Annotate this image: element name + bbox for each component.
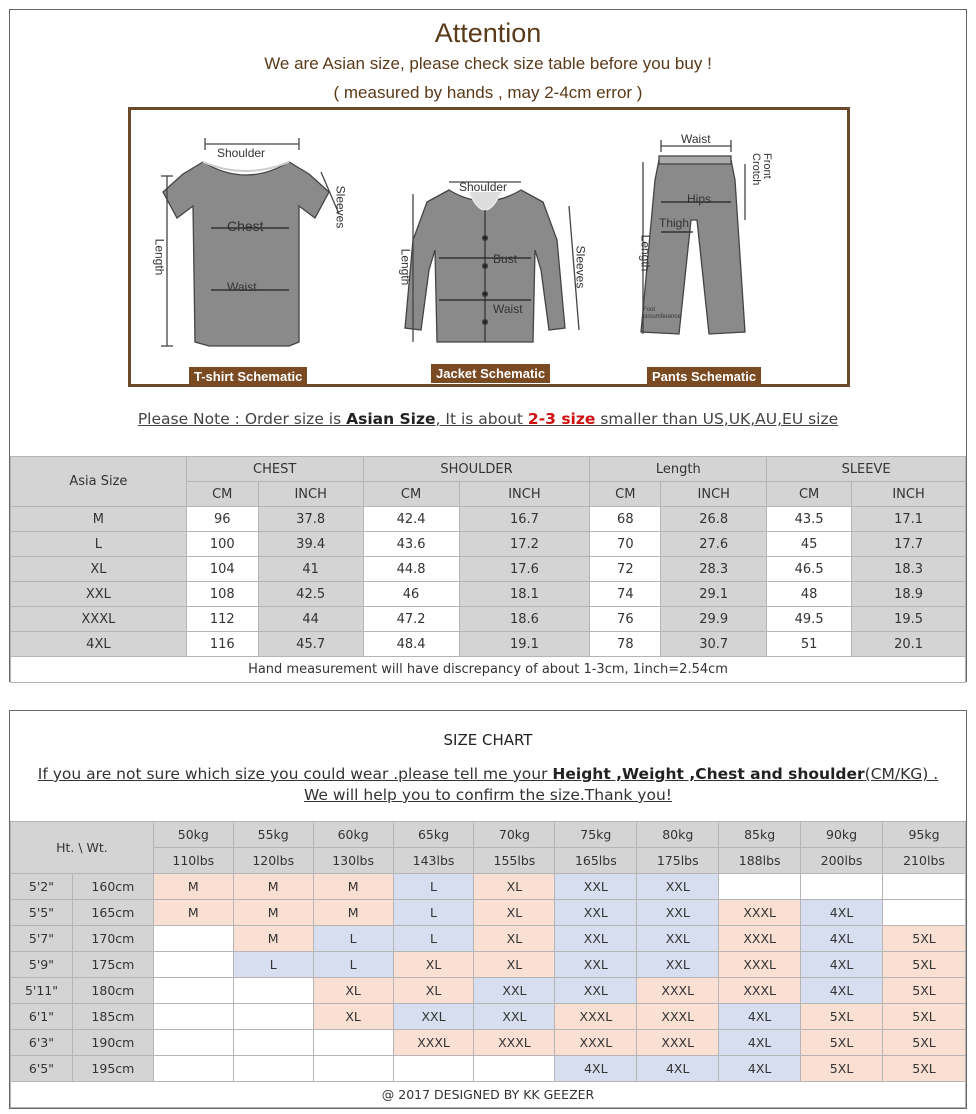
size-recommendation-cell: 5XL xyxy=(883,1030,966,1056)
table-cell: 70 xyxy=(590,532,661,557)
size-recommendation-cell: XXXL xyxy=(555,1030,637,1056)
size-recommendation-cell: 5XL xyxy=(801,1056,883,1082)
size-cell: XXXL xyxy=(11,607,187,632)
size-recommendation-cell: L xyxy=(393,926,474,952)
pants-thigh-label: Thigh xyxy=(659,216,690,230)
size-recommendation-cell xyxy=(153,1056,233,1082)
size-recommendation-cell: M xyxy=(153,874,233,900)
size-recommendation-cell: M xyxy=(313,874,393,900)
size-guide-panel xyxy=(9,9,967,682)
weight-kg-header: 90kg xyxy=(801,822,883,848)
sleeve-header: SLEEVE xyxy=(767,457,966,482)
table-cell: 16.7 xyxy=(459,507,590,532)
unit-header: INCH xyxy=(852,482,966,507)
weight-kg-header: 60kg xyxy=(313,822,393,848)
table-cell: 30.7 xyxy=(661,632,767,657)
weight-kg-header: 50kg xyxy=(153,822,233,848)
table-cell: 78 xyxy=(590,632,661,657)
size-recommendation-cell: M xyxy=(313,900,393,926)
jacket-waist-label: Waist xyxy=(493,302,523,316)
order-note-text-2: , It is about xyxy=(435,410,528,428)
jacket-length-label: Length xyxy=(398,248,413,286)
weight-lbs-header: 188lbs xyxy=(719,848,801,874)
size-recommendation-cell: XXXL xyxy=(474,1030,555,1056)
size-recommendation-cell: L xyxy=(313,926,393,952)
table-cell: 17.2 xyxy=(459,532,590,557)
order-note-text-3: smaller than US,UK,AU,EU size xyxy=(595,410,839,428)
size-recommendation-cell: M xyxy=(233,900,313,926)
table-cell: 46 xyxy=(363,582,459,607)
size-cell: XL xyxy=(11,557,187,582)
table-cell: 51 xyxy=(767,632,852,657)
unit-header: CM xyxy=(186,482,258,507)
table-cell: 49.5 xyxy=(767,607,852,632)
table-cell: 28.3 xyxy=(661,557,767,582)
size-recommendation-cell: M xyxy=(233,874,313,900)
table-cell: 26.8 xyxy=(661,507,767,532)
size-recommendation-cell: M xyxy=(233,926,313,952)
size-recommendation-cell xyxy=(801,874,883,900)
chest-header: CHEST xyxy=(186,457,363,482)
tshirt-length-label: Length xyxy=(152,238,167,276)
weight-lbs-header: 200lbs xyxy=(801,848,883,874)
size-recommendation-cell: 5XL xyxy=(883,1004,966,1030)
table-cell: 96 xyxy=(186,507,258,532)
size-recommendation-cell xyxy=(233,978,313,1004)
size-cell: 4XL xyxy=(11,632,187,657)
jacket-shoulder-label: Shoulder xyxy=(459,180,508,194)
jacket-drawing xyxy=(405,182,579,342)
weight-kg-header: 95kg xyxy=(883,822,966,848)
size-cell: M xyxy=(11,507,187,532)
size-recommendation-cell: XXXL xyxy=(719,952,801,978)
size-recommendation-cell: L xyxy=(313,952,393,978)
table-cell: 18.6 xyxy=(459,607,590,632)
size-recommendation-cell: 4XL xyxy=(801,926,883,952)
pants-drawing xyxy=(641,140,745,334)
table-cell: 20.1 xyxy=(852,632,966,657)
tshirt-chest-label: Chest xyxy=(227,218,264,234)
size-recommendation-cell: 4XL xyxy=(801,952,883,978)
asia-size-header: Asia Size xyxy=(11,457,187,507)
measurement-footnote: Hand measurement will have discrepancy of about 1-3cm, 1inch=2.54cm xyxy=(11,657,966,683)
size-recommendation-cell: XXL xyxy=(393,1004,474,1030)
table-cell: 27.6 xyxy=(661,532,767,557)
table-footer-row xyxy=(11,657,966,683)
size-recommendation-cell: XXXL xyxy=(637,1030,719,1056)
size-recommendation-cell: 5XL xyxy=(883,1056,966,1082)
size-recommendation-cell: L xyxy=(233,952,313,978)
size-recommendation-cell: 4XL xyxy=(719,1030,801,1056)
instruction-units: (CM/KG) . xyxy=(864,765,939,783)
size-recommendation-cell: XL xyxy=(393,952,474,978)
size-recommendation-cell: XXL xyxy=(555,978,637,1004)
size-recommendation-cell xyxy=(153,978,233,1004)
table-cell: 29.9 xyxy=(661,607,767,632)
attention-subtitle: We are Asian size, please check size table before you buy ! xyxy=(264,54,712,73)
unit-header: CM xyxy=(767,482,852,507)
height-ft-cell: 6'3" xyxy=(11,1030,73,1056)
table-cell: 46.5 xyxy=(767,557,852,582)
size-recommendation-cell: XXL xyxy=(555,874,637,900)
size-recommendation-cell: XXL xyxy=(637,900,719,926)
table-row xyxy=(11,900,966,926)
weight-kg-row xyxy=(11,822,966,848)
table-cell: 44 xyxy=(258,607,363,632)
size-recommendation-cell xyxy=(313,1030,393,1056)
size-recommendation-cell: L xyxy=(393,874,474,900)
table-cell: 104 xyxy=(186,557,258,582)
table-cell: 108 xyxy=(186,582,258,607)
height-weight-table xyxy=(10,821,966,1108)
table-row xyxy=(11,926,966,952)
pants-foot-label: Foot circumference xyxy=(643,307,681,320)
table-cell: 41 xyxy=(258,557,363,582)
size-recommendation-cell: XXXL xyxy=(393,1030,474,1056)
size-chart-panel xyxy=(9,710,967,1109)
size-recommendation-cell: 4XL xyxy=(637,1056,719,1082)
table-cell: 37.8 xyxy=(258,507,363,532)
weight-kg-header: 85kg xyxy=(719,822,801,848)
tshirt-schematic-label: T-shirt Schematic xyxy=(189,367,307,386)
order-size-note xyxy=(10,410,966,428)
table-cell: 17.7 xyxy=(852,532,966,557)
tshirt-drawing xyxy=(161,138,339,346)
table-cell: 76 xyxy=(590,607,661,632)
size-recommendation-cell xyxy=(313,1056,393,1082)
shoulder-header: SHOULDER xyxy=(363,457,590,482)
height-ft-cell: 6'1" xyxy=(11,1004,73,1030)
table-row xyxy=(11,874,966,900)
size-recommendation-cell: XXL xyxy=(474,1004,555,1030)
table-row xyxy=(11,607,966,632)
size-recommendation-cell: L xyxy=(393,900,474,926)
table-cell: 43.6 xyxy=(363,532,459,557)
size-recommendation-cell xyxy=(233,1004,313,1030)
size-recommendation-cell xyxy=(883,874,966,900)
size-cell: XXL xyxy=(11,582,187,607)
unit-header: INCH xyxy=(661,482,767,507)
table-cell: 112 xyxy=(186,607,258,632)
size-recommendation-cell: XL xyxy=(474,952,555,978)
size-recommendation-cell xyxy=(474,1056,555,1082)
table-row xyxy=(11,952,966,978)
table-cell: 17.6 xyxy=(459,557,590,582)
table-cell: 45 xyxy=(767,532,852,557)
size-recommendation-cell: XL xyxy=(313,1004,393,1030)
size-recommendation-cell: 5XL xyxy=(883,978,966,1004)
table-row xyxy=(11,532,966,557)
size-cell: L xyxy=(11,532,187,557)
schematic-illustrations xyxy=(128,107,850,387)
measurement-table xyxy=(10,456,966,683)
pants-schematic-label: Pants Schematic xyxy=(647,367,761,386)
height-cm-cell: 185cm xyxy=(72,1004,153,1030)
size-recommendation-cell: XXXL xyxy=(637,1004,719,1030)
table-header-row xyxy=(11,457,966,482)
table-cell: 19.5 xyxy=(852,607,966,632)
size-chart-rows xyxy=(11,874,966,1082)
table-cell: 39.4 xyxy=(258,532,363,557)
designer-credit: @ 2017 DESIGNED BY KK GEEZER xyxy=(11,1082,966,1108)
weight-kg-header: 75kg xyxy=(555,822,637,848)
size-chart-footer-row xyxy=(11,1082,966,1108)
size-recommendation-cell: XXXL xyxy=(719,978,801,1004)
size-recommendation-cell: 5XL xyxy=(801,1004,883,1030)
weight-kg-header: 80kg xyxy=(637,822,719,848)
instruction-emphasis: Height ,Weight ,Chest and shoulder xyxy=(552,765,865,783)
size-recommendation-cell: XXXL xyxy=(719,900,801,926)
tshirt-waist-label: Waist xyxy=(227,280,257,294)
table-cell: 18.9 xyxy=(852,582,966,607)
size-recommendation-cell: 4XL xyxy=(801,978,883,1004)
size-recommendation-cell: XL xyxy=(313,978,393,1004)
size-chart-instruction xyxy=(10,765,966,783)
height-ft-cell: 5'2" xyxy=(11,874,73,900)
size-recommendation-cell: M xyxy=(153,900,233,926)
table-cell: 18.3 xyxy=(852,557,966,582)
size-recommendation-cell xyxy=(153,1004,233,1030)
table-row xyxy=(11,582,966,607)
table-cell: 48 xyxy=(767,582,852,607)
size-recommendation-cell: XXL xyxy=(555,926,637,952)
size-recommendation-cell: XXXL xyxy=(555,1004,637,1030)
size-chart-title: SIZE CHART xyxy=(443,731,533,749)
table-cell: 17.1 xyxy=(852,507,966,532)
tshirt-sleeves-label: Sleeves xyxy=(333,185,348,229)
order-note-asian-size: Asian Size xyxy=(346,410,436,428)
size-recommendation-cell: XL xyxy=(474,926,555,952)
size-recommendation-cell: XXL xyxy=(637,874,719,900)
height-cm-cell: 190cm xyxy=(72,1030,153,1056)
jacket-schematic-label: Jacket Schematic xyxy=(431,364,550,383)
unit-header: INCH xyxy=(258,482,363,507)
table-cell: 68 xyxy=(590,507,661,532)
table-cell: 19.1 xyxy=(459,632,590,657)
table-cell: 18.1 xyxy=(459,582,590,607)
size-recommendation-cell: XL xyxy=(474,900,555,926)
unit-header: CM xyxy=(363,482,459,507)
size-chart-help-text: We will help you to confirm the size.Thank you! xyxy=(303,786,672,804)
height-ft-cell: 5'5" xyxy=(11,900,73,926)
order-note-size-diff: 2-3 size xyxy=(527,410,596,428)
size-recommendation-cell xyxy=(233,1056,313,1082)
size-recommendation-cell: XXL xyxy=(474,978,555,1004)
weight-lbs-header: 110lbs xyxy=(153,848,233,874)
table-cell: 42.4 xyxy=(363,507,459,532)
table-cell: 72 xyxy=(590,557,661,582)
weight-lbs-header: 175lbs xyxy=(637,848,719,874)
table-cell: 100 xyxy=(186,532,258,557)
table-cell: 44.8 xyxy=(363,557,459,582)
weight-kg-header: 70kg xyxy=(474,822,555,848)
size-recommendation-cell: XL xyxy=(474,874,555,900)
length-header: Length xyxy=(590,457,767,482)
size-recommendation-cell: 4XL xyxy=(719,1056,801,1082)
size-recommendation-cell: XXL xyxy=(555,900,637,926)
weight-lbs-header: 143lbs xyxy=(393,848,474,874)
size-recommendation-cell: 5XL xyxy=(801,1030,883,1056)
table-row xyxy=(11,1056,966,1082)
size-recommendation-cell: XXL xyxy=(555,952,637,978)
table-row xyxy=(11,632,966,657)
height-ft-cell: 5'7" xyxy=(11,926,73,952)
table-row xyxy=(11,978,966,1004)
height-cm-cell: 175cm xyxy=(72,952,153,978)
order-note-text-1: Please Note : Order size is xyxy=(137,410,347,428)
size-recommendation-cell: XXXL xyxy=(719,926,801,952)
size-recommendation-cell: XXL xyxy=(637,926,719,952)
pants-waist-label: Waist xyxy=(681,132,711,146)
tshirt-shoulder-label: Shoulder xyxy=(217,146,266,160)
table-cell: 74 xyxy=(590,582,661,607)
pants-hips-label: Hips xyxy=(687,192,712,206)
size-recommendation-cell xyxy=(719,874,801,900)
unit-header: CM xyxy=(590,482,661,507)
table-row xyxy=(11,1030,966,1056)
jacket-bust-label: Bust xyxy=(493,252,518,266)
size-recommendation-cell: 5XL xyxy=(883,952,966,978)
measure-error-note: ( measured by hands , may 2-4cm error ) xyxy=(333,83,643,102)
weight-lbs-header: 210lbs xyxy=(883,848,966,874)
height-ft-cell: 5'9" xyxy=(11,952,73,978)
height-cm-cell: 165cm xyxy=(72,900,153,926)
attention-title: Attention xyxy=(434,18,542,48)
jacket-sleeves-label: Sleeves xyxy=(573,245,588,289)
height-cm-cell: 195cm xyxy=(72,1056,153,1082)
height-ft-cell: 6'5" xyxy=(11,1056,73,1082)
size-recommendation-cell xyxy=(153,952,233,978)
size-recommendation-cell: XXXL xyxy=(637,978,719,1004)
weight-kg-header: 55kg xyxy=(233,822,313,848)
height-cm-cell: 180cm xyxy=(72,978,153,1004)
size-recommendation-cell xyxy=(233,1030,313,1056)
size-recommendation-cell: 4XL xyxy=(801,900,883,926)
weight-lbs-header: 155lbs xyxy=(474,848,555,874)
size-recommendation-cell: XL xyxy=(393,978,474,1004)
table-cell: 29.1 xyxy=(661,582,767,607)
ht-wt-corner: Ht. \ Wt. xyxy=(11,822,154,874)
table-cell: 48.4 xyxy=(363,632,459,657)
table-row xyxy=(11,557,966,582)
table-cell: 45.7 xyxy=(258,632,363,657)
unit-header: INCH xyxy=(459,482,590,507)
height-ft-cell: 5'11" xyxy=(11,978,73,1004)
size-recommendation-cell xyxy=(153,926,233,952)
weight-lbs-row xyxy=(11,848,966,874)
height-cm-cell: 160cm xyxy=(72,874,153,900)
height-cm-cell: 170cm xyxy=(72,926,153,952)
size-recommendation-cell: 5XL xyxy=(883,926,966,952)
weight-lbs-header: 120lbs xyxy=(233,848,313,874)
weight-lbs-header: 130lbs xyxy=(313,848,393,874)
instruction-text: If you are not sure which size you could wear .please tell me your xyxy=(37,765,553,783)
size-recommendation-cell: 4XL xyxy=(719,1004,801,1030)
table-cell: 116 xyxy=(186,632,258,657)
pants-length-label: Length xyxy=(638,234,653,272)
weight-lbs-header: 165lbs xyxy=(555,848,637,874)
size-recommendation-cell xyxy=(883,900,966,926)
size-recommendation-cell: XXL xyxy=(637,952,719,978)
table-cell: 47.2 xyxy=(363,607,459,632)
table-row xyxy=(11,507,966,532)
pants-front-crotch-label: Front Crotch xyxy=(750,153,773,186)
table-cell: 42.5 xyxy=(258,582,363,607)
weight-kg-header: 65kg xyxy=(393,822,474,848)
size-recommendation-cell xyxy=(153,1030,233,1056)
size-recommendation-cell xyxy=(393,1056,474,1082)
table-cell: 43.5 xyxy=(767,507,852,532)
size-recommendation-cell: 4XL xyxy=(555,1056,637,1082)
table-row xyxy=(11,1004,966,1030)
